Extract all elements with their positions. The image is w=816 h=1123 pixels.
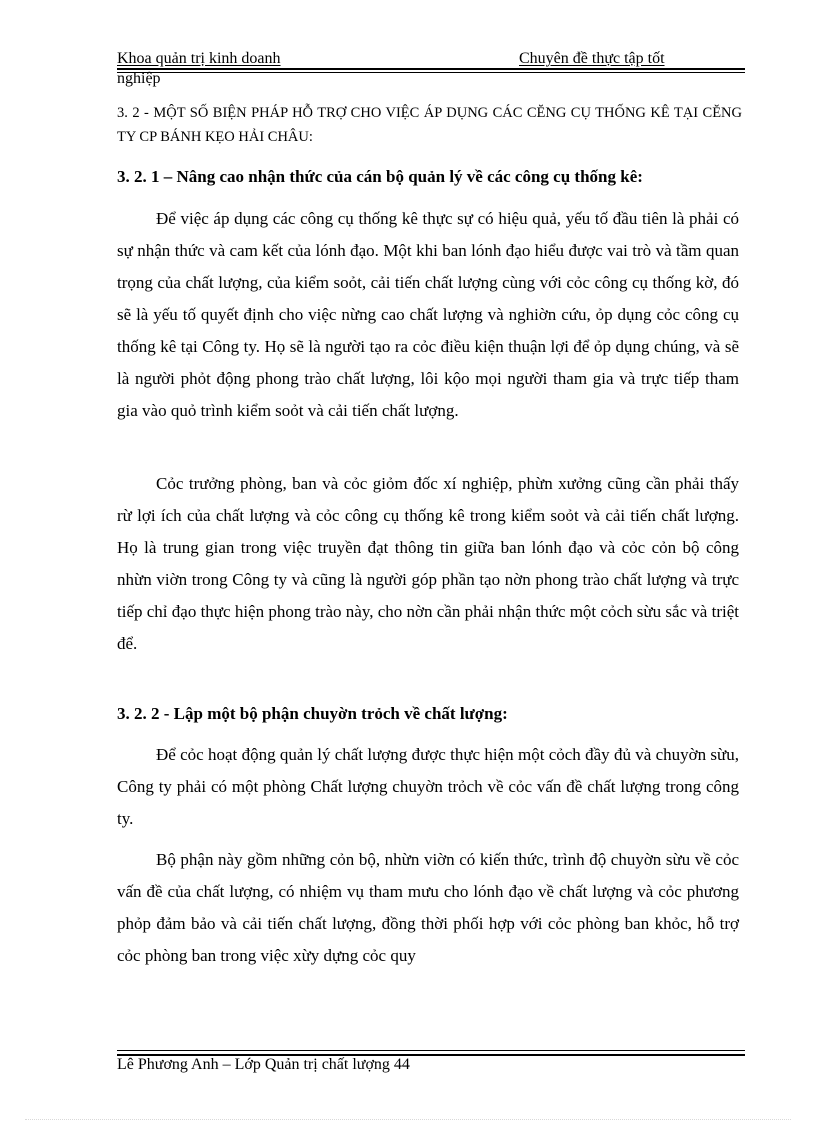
- paragraph: Để việc áp dụng các công cụ thống kê thực sự có hiệu quả, yếu tố đầu tiên là phải có sự nhận thức và cam kết của lónh đạo. Một khi ban lónh đạo hiểu được vai trò và tầm quan trọng của chất lượng, của kiểm soỏt, cải tiến chất lượng cùng với cỏc công cụ thống kờ, đó sẽ là yếu tố quyết định cho việc nừng cao chất lượng và nghiờn cứu, ỏp dụng cỏc công cụ thống kê tại Công ty. Họ sẽ là người tạo ra cỏc điều kiện thuận lợi để ỏp dụng chúng, và sẽ là người phỏt động phong trào chất lượng, lôi kộo mọi người tham gia và trực tiếp tham gia vào quỏ trình kiểm soỏt và cải tiến chất lượng.: [117, 209, 739, 420]
- paragraph: Để cỏc hoạt động quản lý chất lượng được thực hiện một cỏch đầy đủ và chuyờn sừu, Công ty phải có một phòng Chất lượng chuyờn trỏch về cỏc vấn đề chất lượng trong công ty.: [117, 745, 739, 828]
- header-report-title: Chuyên đề thực tập tốt: [519, 50, 665, 67]
- page-edge-divider: [25, 1119, 791, 1120]
- paragraph: Bộ phận này gồm những cỏn bộ, nhừn viờn có kiến thức, trình độ chuyờn sừu về cỏc vấn đề của chất lượng, có nhiệm vụ tham mưu cho lónh đạo về chất lượng và cỏc phương phỏp đảm bảo và cải tiến chất lượng, đồng thời phối hợp với cỏc phòng ban khỏc, hỗ trợ cỏc phòng ban trong việc xừy dựng cỏc quy: [117, 850, 739, 965]
- header-report-title-wrap: nghiệp: [117, 70, 161, 87]
- paragraph: Cỏc trưởng phòng, ban và cỏc giỏm đốc xí nghiệp, phừn xưởng cũng cần phải thấy rừ lợi ích của chất lượng và cỏc công cụ thống kê trong kiểm soỏt và cải tiến chất lượng. Họ là trung gian trong việc truyền đạt thông tin giữa ban lónh đạo và cỏc cỏn bộ công nhừn viờn trong Công ty và cũng là người góp phần tạo nờn phong trào chất lượng và trực tiếp chỉ đạo thực hiện phong trào này, cho nờn cần phải nhận thức một cỏch sừu sắc và triệt để.: [117, 474, 739, 653]
- subsection-1-title: 3. 2. 1 – Nâng cao nhận thức của cán bộ quản lý về các công cụ thống kê:: [117, 167, 643, 186]
- header-rule-thin: [117, 72, 745, 73]
- footer-author: Lê Phương Anh – Lớp Quản trị chất lượng 44: [117, 1056, 410, 1073]
- subsection-2-title: 3. 2. 2 - Lập một bộ phận chuyờn trỏch về chất lượng:: [117, 704, 508, 723]
- header-rule-thick: [117, 68, 745, 70]
- section-title: 3. 2 - MỘT SỐ BIỆN PHÁP HỖ TRỢ CHO VIỆC ÁP DỤNG CÁC CĔNG CỤ THỐNG KÊ TẠI CĔNG TY CP BÁNH KẸO HẢI CHÂU:: [117, 105, 742, 145]
- header-faculty: Khoa quản trị kinh doanh: [117, 50, 281, 67]
- footer-rule-thin: [117, 1050, 745, 1051]
